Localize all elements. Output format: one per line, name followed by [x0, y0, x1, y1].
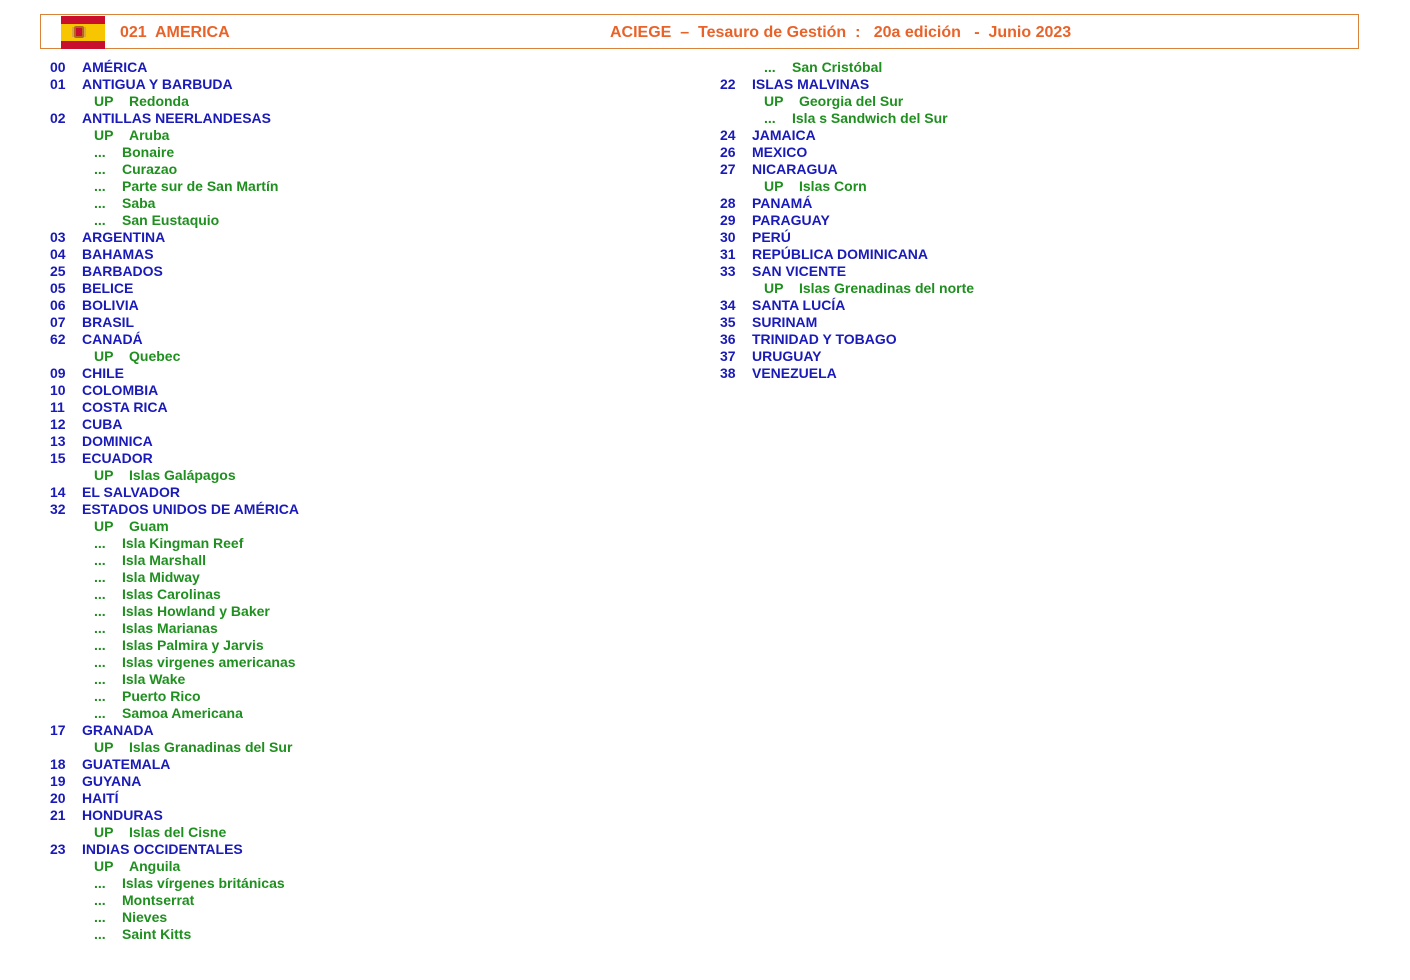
entry-code: 33	[720, 263, 736, 279]
sub-entry-name: Saba	[122, 195, 156, 211]
entry-name: BOLIVIA	[82, 297, 139, 313]
entry-code: 05	[50, 280, 66, 296]
entry-code: 25	[50, 263, 66, 279]
entry-name: VENEZUELA	[752, 365, 837, 381]
spain-flag-icon	[61, 16, 105, 49]
entry-name: URUGUAY	[752, 348, 822, 364]
sub-entry-name: Islas del Cisne	[129, 824, 227, 840]
entry-code: 14	[50, 484, 66, 500]
sub-entry-name: Guam	[129, 518, 169, 534]
sub-entry-name: Aruba	[129, 127, 170, 143]
entry-name: PERÚ	[752, 229, 791, 245]
entry-code: 07	[50, 314, 66, 330]
entry-name: HAITÍ	[82, 790, 119, 806]
entry-prefix: ...	[94, 909, 106, 925]
sub-entry-name: Isla Midway	[122, 569, 200, 585]
entry-name: PARAGUAY	[752, 212, 830, 228]
entry-prefix: UP	[94, 824, 114, 840]
entry-name: BRASIL	[82, 314, 135, 330]
sub-entry-name: Puerto Rico	[122, 688, 201, 704]
entry-name: CANADÁ	[82, 331, 143, 347]
entry-name: GUYANA	[82, 773, 142, 789]
sub-entry-name: Georgia del Sur	[799, 93, 904, 109]
entry-prefix: ...	[94, 161, 106, 177]
entry-code: 32	[50, 501, 66, 517]
entry-code: 24	[720, 127, 736, 143]
entry-name: TRINIDAD Y TOBAGO	[752, 331, 897, 347]
entry-prefix: ...	[764, 110, 776, 126]
entry-prefix: ...	[94, 212, 106, 228]
sub-entry-name: Islas Palmira y Jarvis	[122, 637, 264, 653]
sub-entry-name: Bonaire	[122, 144, 175, 160]
entry-name: DOMINICA	[82, 433, 153, 449]
entry-prefix: ...	[94, 892, 106, 908]
entry-name: EL SALVADOR	[82, 484, 181, 500]
entry-name: ARGENTINA	[82, 229, 166, 245]
sub-entry-name: Islas vírgenes británicas	[122, 875, 285, 891]
entry-name: NICARAGUA	[752, 161, 838, 177]
sub-entry-name: Parte sur de San Martín	[122, 178, 279, 194]
entry-prefix: UP	[94, 739, 114, 755]
entry-code: 62	[50, 331, 66, 347]
entry-code: 28	[720, 195, 736, 211]
entry-name: JAMAICA	[752, 127, 816, 143]
entry-code: 06	[50, 297, 66, 313]
entry-code: 03	[50, 229, 66, 245]
entry-name: SURINAM	[752, 314, 818, 330]
entry-code: 17	[50, 722, 66, 738]
entry-name: SANTA LUCÍA	[752, 297, 846, 313]
entry-code: 29	[720, 212, 736, 228]
entry-name: REPÚBLICA DOMINICANA	[752, 246, 929, 262]
entry-code: 30	[720, 229, 736, 245]
entry-prefix: UP	[94, 858, 114, 874]
entry-name: ANTIGUA Y BARBUDA	[82, 76, 233, 92]
sub-entry-name: Samoa Americana	[122, 705, 243, 721]
entry-prefix: ...	[94, 603, 106, 619]
entry-prefix: ...	[94, 586, 106, 602]
sub-entry-name: Quebec	[129, 348, 181, 364]
entry-prefix: ...	[94, 620, 106, 636]
entry-name: AMÉRICA	[82, 59, 148, 75]
entry-prefix: ...	[94, 671, 106, 687]
sub-entry-name: Islas Carolinas	[122, 586, 221, 602]
entry-prefix: ...	[94, 637, 106, 653]
entry-code: 13	[50, 433, 66, 449]
sub-entry-name: Nieves	[122, 909, 168, 925]
entry-code: 10	[50, 382, 66, 398]
entry-prefix: UP	[94, 93, 114, 109]
entry-name: GRANADA	[82, 722, 154, 738]
entry-code: 26	[720, 144, 736, 160]
entry-name: COSTA RICA	[82, 399, 168, 415]
entry-name: GUATEMALA	[82, 756, 171, 772]
entry-code: 00	[50, 59, 66, 75]
entry-prefix: UP	[94, 127, 114, 143]
entry-prefix: ...	[94, 552, 106, 568]
entry-prefix: ...	[94, 535, 106, 551]
sub-entry-name: Isla Wake	[122, 671, 186, 687]
entry-prefix: ...	[94, 144, 106, 160]
entry-prefix: ...	[94, 569, 106, 585]
entry-code: 27	[720, 161, 736, 177]
entry-code: 34	[720, 297, 736, 313]
entry-name: ISLAS MALVINAS	[752, 76, 870, 92]
sub-entry-name: Islas virgenes americanas	[122, 654, 296, 670]
entry-name: BELICE	[82, 280, 134, 296]
sub-entry-name: Redonda	[129, 93, 189, 109]
entry-prefix: UP	[94, 348, 114, 364]
document-title: ACIEGE – Tesauro de Gestión : 20a edición - Junio 2023	[610, 24, 1072, 41]
sub-entry-name: Curazao	[122, 161, 178, 177]
entry-prefix: ...	[94, 875, 106, 891]
sub-entry-name: Isla s Sandwich del Sur	[792, 110, 948, 126]
page-header	[40, 14, 1359, 49]
entry-prefix: UP	[764, 280, 784, 296]
entry-code: 38	[720, 365, 736, 381]
entry-prefix: ...	[94, 926, 106, 942]
sub-entry-name: Montserrat	[122, 892, 195, 908]
entry-code: 21	[50, 807, 66, 823]
section-code: 021 AMERICA	[120, 24, 230, 41]
entry-prefix: UP	[764, 93, 784, 109]
entry-name: ECUADOR	[82, 450, 153, 466]
entry-code: 09	[50, 365, 66, 381]
sub-entry-name: Islas Grenadinas del norte	[799, 280, 975, 296]
entry-name: MEXICO	[752, 144, 808, 160]
sub-entry-name: Islas Galápagos	[129, 467, 236, 483]
sub-entry-name: Isla Marshall	[122, 552, 207, 568]
sub-entry-name: Isla Kingman Reef	[122, 535, 244, 551]
entry-prefix: ...	[94, 705, 106, 721]
entry-code: 12	[50, 416, 66, 432]
entry-prefix: ...	[764, 59, 776, 75]
entry-code: 02	[50, 110, 66, 126]
sub-entry-name: San Cristóbal	[792, 59, 883, 75]
entry-prefix: ...	[94, 195, 106, 211]
entry-name: CUBA	[82, 416, 123, 432]
entry-name: COLOMBIA	[82, 382, 159, 398]
entry-code: 31	[720, 246, 736, 262]
entry-name: PANAMÁ	[752, 195, 813, 211]
entry-prefix: UP	[764, 178, 784, 194]
entry-code: 15	[50, 450, 66, 466]
entry-name: ANTILLAS NEERLANDESAS	[82, 110, 272, 126]
entry-prefix: UP	[94, 518, 114, 534]
entry-name: BARBADOS	[82, 263, 163, 279]
entry-code: 36	[720, 331, 736, 347]
entry-name: ESTADOS UNIDOS DE AMÉRICA	[82, 501, 300, 517]
sub-entry-name: Anguila	[129, 858, 181, 874]
entry-prefix: ...	[94, 688, 106, 704]
entry-code: 19	[50, 773, 66, 789]
entry-code: 37	[720, 348, 736, 364]
entry-code: 20	[50, 790, 66, 806]
sub-entry-name: Islas Granadinas del Sur	[129, 739, 293, 755]
entry-name: INDIAS OCCIDENTALES	[82, 841, 243, 857]
entry-code: 22	[720, 76, 736, 92]
sub-entry-name: Islas Howland y Baker	[122, 603, 270, 619]
entry-prefix: UP	[94, 467, 114, 483]
sub-entry-name: Islas Marianas	[122, 620, 218, 636]
entry-code: 11	[50, 399, 65, 415]
sub-entry-name: Islas Corn	[799, 178, 867, 194]
entry-code: 04	[50, 246, 66, 262]
entry-code: 01	[50, 76, 66, 92]
entry-name: BAHAMAS	[82, 246, 154, 262]
entry-code: 23	[50, 841, 66, 857]
entry-name: SAN VICENTE	[752, 263, 847, 279]
sub-entry-name: San Eustaquio	[122, 212, 220, 228]
entry-prefix: ...	[94, 654, 106, 670]
entry-prefix: ...	[94, 178, 106, 194]
entry-name: HONDURAS	[82, 807, 163, 823]
sub-entry-name: Saint Kitts	[122, 926, 192, 942]
entry-code: 18	[50, 756, 66, 772]
entry-name: CHILE	[82, 365, 124, 381]
entry-code: 35	[720, 314, 736, 330]
